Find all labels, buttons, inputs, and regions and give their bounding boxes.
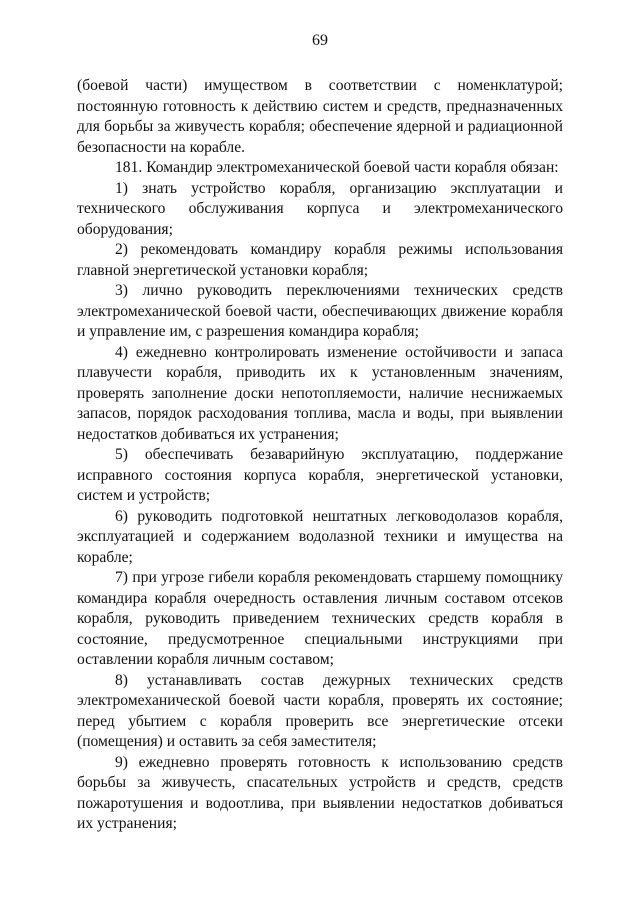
document-body — [77, 76, 563, 835]
paragraph-clause-181: 181. Командир электромеханической боевой части корабля обязан: — [115, 159, 559, 176]
paragraph-continuation: (боевой части) имуществом в соответствии с номенклатурой; постоянную готовность к действию систем и средств, предназначенных для борьбы за живучесть корабля; обеспечение ядерной и радиационной безопасности на корабле. — [77, 77, 563, 156]
paragraph-item-6: 6) руководить подготовкой нештатных легководолазов корабля, эксплуатацией и содержанием водолазной техники и имущества на корабле; — [77, 507, 563, 566]
paragraph-item-2: 2) рекомендовать командиру корабля режимы использования главной энергетической установки корабля; — [77, 241, 563, 279]
page-number: 69 — [312, 32, 328, 49]
paragraph-item-1: 1) знать устройство корабля, организацию эксплуатации и технического обслуживания корпуса и электромеханического оборудования; — [77, 179, 563, 238]
paragraph-item-4: 4) ежедневно контролировать изменение остойчивости и запаса плавучести корабля, приводить их к установленным значениям, проверять заполнение доски непотопляемости, наличие неснижаемых запасов, порядок расходования топлива, масла и воды, при выявлении недостатков добиваться их устранения; — [77, 343, 563, 443]
paragraph-item-3: 3) лично руководить переключениями технических средств электромеханической боевой части, обеспечивающих движение корабля и управление им, с разрешения командира корабля; — [77, 282, 563, 340]
paragraph-item-7: 7) при угрозе гибели корабля рекомендовать старшему помощнику командира корабля очередность оставления личным составом отсеков корабля, руководить приведением технических средств корабля в состояние, предусмотренное специальными инструкциями при оставлении корабля личным составом; — [77, 569, 563, 668]
paragraph-item-5: 5) обеспечивать безаварийную эксплуатацию, поддержание исправного состояния корпуса корабля, энергетической установки, систем и устройств; — [77, 446, 563, 504]
paragraph-item-9: 9) ежедневно проверять готовность к использованию средств борьбы за живучесть, спасательных устройств и средств, средств пожаротушения и водоотлива, при выявлении недостатков добиваться их устранения; — [77, 753, 563, 832]
paragraph-item-8: 8) устанавливать состав дежурных технических средств электромеханической боевой части корабля, проверять их состояние; перед убытием с корабля проверить все энергетические отсеки (помещения) и оставить за себя заместителя; — [77, 671, 563, 750]
